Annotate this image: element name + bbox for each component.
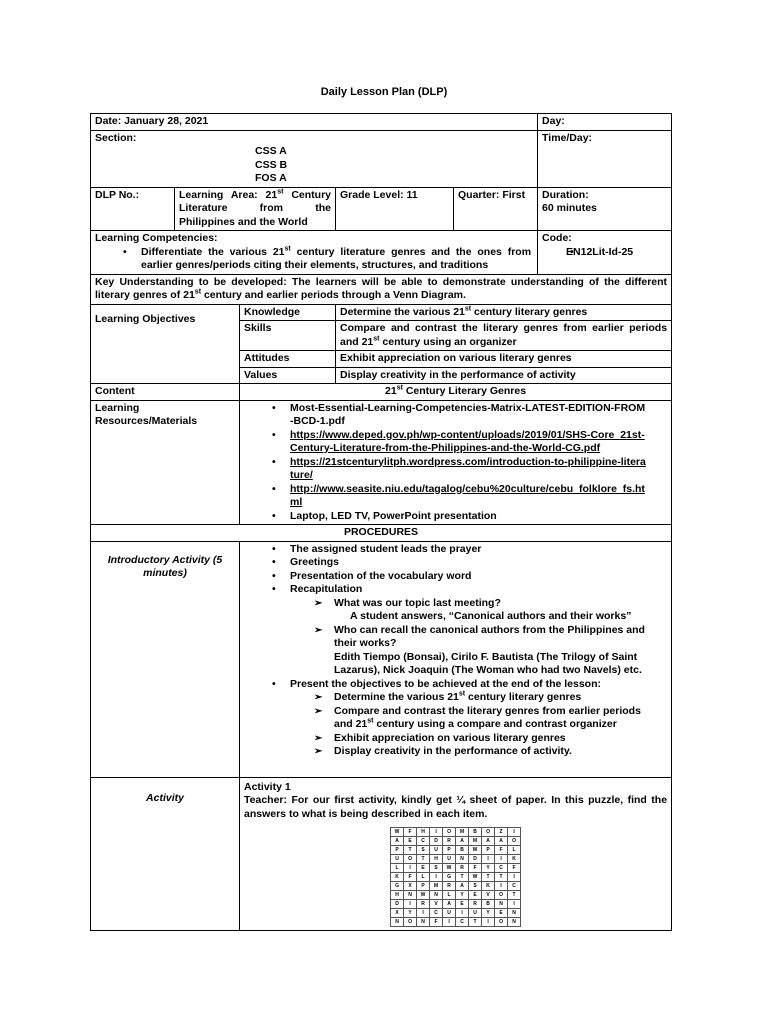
values-label: Values (240, 367, 336, 384)
word-search-cell: I (404, 900, 417, 909)
skills-sup: st (373, 335, 380, 342)
word-search-cell: L (508, 846, 521, 855)
competency-item (95, 246, 531, 273)
recap-question (290, 624, 647, 678)
objectives-intro-text: Present the objectives to be achieved at the end of the lesson: (290, 677, 601, 690)
word-search-cell: S (417, 846, 430, 855)
word-search-cell: N (404, 891, 417, 900)
word-search-cell: C (508, 882, 521, 891)
key-understanding-row (91, 274, 672, 304)
word-search-cell: K (508, 855, 521, 864)
word-search-cell: I (482, 855, 495, 864)
word-search-cell: G (391, 882, 404, 891)
code-cell (538, 231, 672, 275)
resources-row (91, 400, 672, 525)
content-row (91, 384, 672, 401)
activity-title: Activity 1 (244, 780, 291, 793)
competency-sup: st (284, 245, 291, 252)
word-search-cell: H (417, 828, 430, 837)
word-search-cell: I (482, 918, 495, 927)
word-search-cell: A (391, 837, 404, 846)
activity-label (91, 777, 240, 931)
duration-cell (538, 187, 672, 231)
word-search-cell: I (417, 909, 430, 918)
word-search-cell: X (391, 909, 404, 918)
time-day-cell: Time/Day: (538, 130, 672, 187)
procedures-label: PROCEDURES (91, 525, 672, 542)
values-text: Display creativity in the performance of activity (336, 367, 672, 384)
date-cell: Date: January 28, 2021 (91, 114, 538, 131)
key-understanding-cell (91, 274, 672, 304)
intro-item: • The assigned student leads the prayer (244, 543, 647, 557)
word-search-cell: C (430, 909, 443, 918)
word-search-cell: Y (404, 909, 417, 918)
word-search-row (391, 828, 521, 837)
word-search-cell: N (508, 909, 521, 918)
objective-text-b: century using a compare and contrast organizer (373, 718, 617, 730)
word-search-cell: A (456, 837, 469, 846)
attitudes-text: Exhibit appreciation on various literary genres (336, 351, 672, 368)
resource-link[interactable] (244, 429, 647, 456)
word-search-cell: I (456, 909, 469, 918)
word-search-puzzle (390, 827, 521, 927)
word-search-cell: F (404, 828, 417, 837)
word-search-cell: O (495, 918, 508, 927)
word-search-cell: R (443, 882, 456, 891)
word-search-cell: U (391, 855, 404, 864)
lesson-plan-table (90, 113, 672, 931)
knowledge-text-b: century literary genres (471, 305, 588, 318)
word-search-cell: L (443, 891, 456, 900)
word-search-cell: E (495, 909, 508, 918)
word-search-cell: K (482, 882, 495, 891)
word-search-cell: G (443, 873, 456, 882)
resources-cell (240, 400, 672, 525)
word-search-cell: Y (456, 891, 469, 900)
code-value: • EN12Lit-Id-25 (542, 246, 667, 260)
duration-label: Duration: (542, 188, 589, 201)
word-search-cell: F (508, 864, 521, 873)
objective-item (290, 705, 647, 732)
word-search-row (391, 873, 521, 882)
duration-value: 60 minutes (542, 202, 597, 214)
introductory-activity-text: Introductory Activity (5 minutes) (107, 553, 223, 579)
word-search-cell: U (430, 846, 443, 855)
section-fos-a: FOS A (255, 172, 287, 184)
learning-area-sup: st (277, 188, 284, 195)
learning-objectives-text: Learning Objectives (95, 312, 196, 325)
word-search-row (391, 882, 521, 891)
section-row (91, 130, 672, 187)
resource-item: • Most-Essential-Learning-Competencies-Matrix-LATEST-EDITION-FROM-BCD-1.pdf (244, 402, 647, 429)
activity-instructions: Teacher: For our first activity, kindly get ¼ sheet of paper. In this puzzle, find the answers to what is being described in each item. (244, 794, 668, 820)
knowledge-text-a: Determine the various 21 (340, 305, 465, 318)
word-search-cell: F (404, 873, 417, 882)
section-cell (91, 130, 538, 187)
word-search-cell: A (495, 837, 508, 846)
word-search-cell: V (482, 891, 495, 900)
word-search-cell: I (508, 900, 521, 909)
dlp-info-row (91, 187, 672, 231)
word-search-cell: T (404, 846, 417, 855)
word-search-cell: X (404, 882, 417, 891)
word-search-cell: Y (482, 909, 495, 918)
word-search-cell: W (391, 828, 404, 837)
resource-item: • Laptop, LED TV, PowerPoint presentation (244, 510, 647, 524)
introductory-activity-content (240, 541, 672, 777)
word-search-cell: P (417, 882, 430, 891)
learning-area-text: Learning Area: 21 (179, 188, 278, 201)
intro-item (244, 583, 647, 678)
word-search-row (391, 891, 521, 900)
learning-area-cell (175, 187, 336, 231)
word-search-cell: E (404, 837, 417, 846)
word-search-cell: N (508, 918, 521, 927)
word-search-cell: O (443, 828, 456, 837)
word-search-cell: I (443, 918, 456, 927)
resource-link-text[interactable]: http://www.seasite.niu.edu/tagalog/cebu%20culture/cebu_folklore_fs.html (290, 482, 645, 508)
word-search-row (391, 846, 521, 855)
word-search-cell: R (417, 900, 430, 909)
word-search-cell: E (456, 900, 469, 909)
word-search-cell: R (456, 864, 469, 873)
intro-item-text: Recapitulation (290, 583, 363, 595)
word-search-cell: D (469, 855, 482, 864)
objective-text-b: century literary genres (465, 691, 582, 703)
resource-link[interactable] (244, 456, 647, 483)
word-search-cell: F (430, 918, 443, 927)
activity-content (240, 777, 672, 931)
word-search-cell: B (482, 900, 495, 909)
word-search-cell: M (469, 837, 482, 846)
word-search-cell: V (430, 900, 443, 909)
word-search-cell: O (508, 837, 521, 846)
skills-text-b: century using an organizer (379, 335, 517, 348)
word-search-cell: D (391, 900, 404, 909)
word-search-cell: C (456, 918, 469, 927)
section-css-a: CSS A (255, 145, 287, 157)
word-search-row (391, 918, 521, 927)
word-search-cell: O (482, 828, 495, 837)
competencies-label: Learning Competencies: (95, 232, 218, 244)
procedures-header-row (91, 525, 672, 542)
day-cell: Day: (538, 114, 672, 131)
resource-link-text[interactable]: https://21stcenturylitph.wordpress.com/introduction-to-philippine-literature/ (290, 455, 646, 481)
recap-answer: Edith Tiempo (Bonsai), Cirilo F. Bautista (The Trilogy of Saint Lazarus), Nick Joaquin (The Woman who had two Navels) etc. (334, 650, 642, 676)
content-sup: st (396, 384, 403, 392)
word-search-cell: O (404, 918, 417, 927)
word-search-cell: I (495, 882, 508, 891)
introductory-activity-row (91, 541, 672, 777)
word-search-cell: C (495, 864, 508, 873)
word-search-cell: T (456, 873, 469, 882)
objective-item (290, 691, 647, 705)
competencies-row (91, 231, 672, 275)
content-value-b: Century Literary Genres (402, 385, 527, 397)
key-understanding-text-rest: century and earlier periods through a Venn Diagram. (201, 289, 466, 301)
objective-item: ➢ Exhibit appreciation on various literary genres (290, 732, 647, 746)
word-search-cell: N (417, 918, 430, 927)
knowledge-sup: st (464, 305, 472, 312)
objective-item: ➢ Display creativity in the performance of activity. (290, 745, 647, 759)
knowledge-text (336, 304, 672, 321)
key-understanding-text: The learners will be able to demonstrate understanding of the different literary genres of 21 (95, 275, 668, 301)
word-search-cell: R (443, 837, 456, 846)
word-search-cell: R (469, 900, 482, 909)
objective-knowledge-row (91, 304, 672, 321)
word-search-cell: F (495, 846, 508, 855)
word-search-cell: N (430, 891, 443, 900)
word-search-row (391, 837, 521, 846)
learning-area-text-rest: Century Literature from the Philippines and the World (179, 188, 331, 228)
objective-sup: st (367, 717, 374, 725)
section-label: Section: (95, 131, 137, 144)
word-search-cell: P (482, 846, 495, 855)
word-search-cell: T (508, 891, 521, 900)
grade-level-cell: Grade Level: 11 (336, 187, 454, 231)
word-search-cell: T (417, 855, 430, 864)
word-search-cell: H (430, 855, 443, 864)
knowledge-label: Knowledge (240, 304, 336, 321)
word-search-cell: T (469, 918, 482, 927)
word-search-cell: W (469, 873, 482, 882)
word-search-cell: B (456, 846, 469, 855)
word-search-cell: Z (495, 828, 508, 837)
competencies-cell (91, 231, 538, 275)
dlp-no-cell: DLP No.: (91, 187, 175, 231)
resource-link[interactable] (244, 483, 647, 510)
recap-answer: A student answers, “Canonical authors and their works” (350, 610, 632, 622)
word-search-cell: T (495, 873, 508, 882)
word-search-cell: C (417, 837, 430, 846)
content-value-a: 21 (385, 385, 397, 397)
word-search-cell: A (482, 837, 495, 846)
word-search-cell: W (417, 891, 430, 900)
word-search-cell: D (430, 837, 443, 846)
word-search-cell: I (495, 855, 508, 864)
word-search-cell: M (430, 882, 443, 891)
word-search-cell: U (443, 909, 456, 918)
quarter-cell: Quarter: First (454, 187, 538, 231)
introductory-activity-label (91, 541, 240, 777)
key-understanding-sup: st (194, 288, 202, 296)
word-search-cell: E (469, 891, 482, 900)
word-search-cell: F (469, 864, 482, 873)
word-search-cell: L (391, 864, 404, 873)
code-label: Code: (542, 232, 572, 244)
word-search-cell: K (391, 873, 404, 882)
word-search-cell: H (391, 891, 404, 900)
document-title: Daily Lesson Plan (DLP) (320, 86, 448, 98)
resources-label: Learning Resources/Materials (91, 400, 240, 525)
word-search-cell: S (430, 864, 443, 873)
word-search-row (391, 900, 521, 909)
word-search-cell: A (456, 882, 469, 891)
skills-text (336, 321, 672, 351)
word-search-cell: I (508, 873, 521, 882)
word-search-cell: U (469, 909, 482, 918)
word-search-cell: E (417, 864, 430, 873)
word-search-cell: N (495, 900, 508, 909)
intro-item (244, 678, 647, 759)
word-search-cell: Y (482, 864, 495, 873)
skills-text-a: Compare and contrast the literary genres from earlier periods and 21 (340, 322, 668, 348)
word-search-cell: P (443, 846, 456, 855)
recap-question-text: ➢ Who can recall the canonical authors from the Philippines and their works? (334, 623, 645, 649)
word-search-cell: I (508, 828, 521, 837)
resource-link-text[interactable]: https://www.deped.gov.ph/wp-content/uploads/2019/01/SHS-Core_21st-Century-Literature-from-the-Philippines-and-the-World-CG.pdf (290, 428, 645, 454)
word-search-row (391, 855, 521, 864)
word-search-cell: A (443, 900, 456, 909)
word-search-cell: N (456, 855, 469, 864)
activity-label-text: Activity (146, 791, 184, 804)
competency-text: Differentiate the various 21 (141, 245, 285, 258)
word-search-cell: I (404, 864, 417, 873)
key-understanding-label: Key Understanding to be developed: (95, 275, 287, 288)
word-search-cell: S (469, 882, 482, 891)
word-search-cell: N (391, 918, 404, 927)
word-search-cell: W (443, 864, 456, 873)
content-value (240, 384, 672, 401)
section-css-b: CSS B (255, 158, 288, 171)
word-search-row (391, 909, 521, 918)
intro-item: • Presentation of the vocabulary word (244, 570, 647, 584)
competency-text-rest: century literature genres and the ones from earlier genres/periods citing their elements, structures, and traditions (141, 245, 532, 271)
word-search-cell: I (430, 828, 443, 837)
word-search-cell: P (391, 846, 404, 855)
word-search-cell: W (469, 846, 482, 855)
recap-question: ➢ What was our topic last meeting? (290, 597, 647, 611)
word-search-cell: O (495, 891, 508, 900)
word-search-cell: M (456, 828, 469, 837)
activity-row (91, 777, 672, 931)
content-label: Content (91, 384, 240, 401)
intro-item: • Greetings (244, 556, 647, 570)
objective-text-a: Compare and contrast the literary genres from earlier periods and 21 (334, 704, 641, 730)
word-search-cell: I (430, 873, 443, 882)
skills-label: Skills (240, 321, 336, 351)
date-row (91, 114, 672, 131)
word-search-row (391, 864, 521, 873)
attitudes-label: Attitudes (240, 351, 336, 368)
objective-sup: st (458, 690, 466, 698)
learning-objectives-label (91, 304, 240, 384)
objective-text-a: Determine the various 21 (334, 691, 459, 703)
word-search-cell: U (443, 855, 456, 864)
word-search-cell: O (404, 855, 417, 864)
word-search-cell: B (469, 828, 482, 837)
word-search-cell: L (417, 873, 430, 882)
word-search-cell: T (482, 873, 495, 882)
